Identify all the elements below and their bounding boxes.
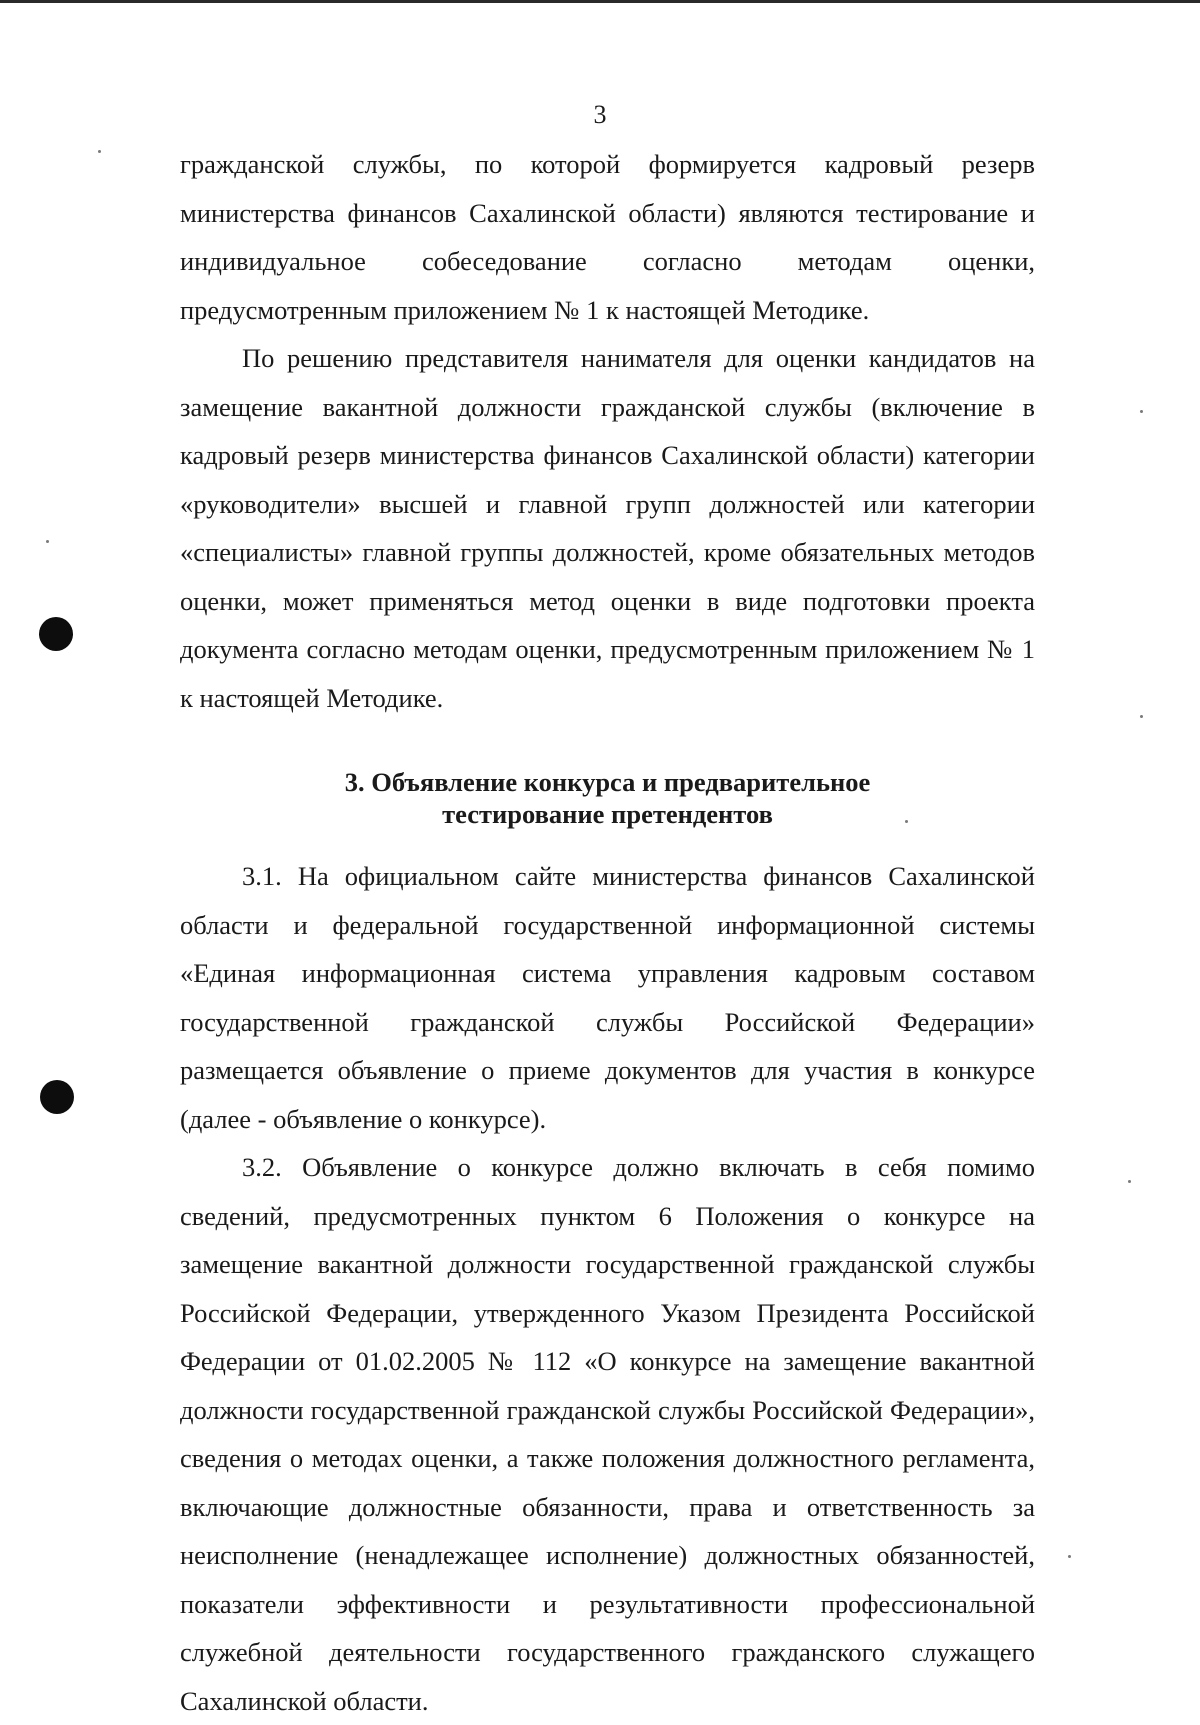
section-heading: [180, 766, 1035, 830]
scan-speck: [98, 150, 101, 153]
punch-hole-mark: [39, 617, 73, 651]
section-heading-line: тестирование претендентов: [442, 799, 773, 829]
paragraph-continuation: гражданской службы, по которой формируется кадровый резерв министерства финансов Сахалинской области) являются тестирование и индивидуальное собеседование согласно методам оценки, предусмотренным приложением № 1 к настоящей Методике.: [180, 149, 1035, 325]
document-body: [180, 140, 1035, 1725]
scan-speck: [46, 540, 49, 543]
scan-speck: [1140, 715, 1143, 718]
page-number: 3: [593, 100, 607, 129]
section-heading-line: 3. Объявление конкурса и предварительное: [344, 767, 871, 797]
punch-hole-mark: [40, 1080, 74, 1114]
paragraph-3-1: 3.1. На официальном сайте министерства финансов Сахалинской области и федеральной государственной информационной системы «Единая информационная система управления кадровым составом государственной гражданской службы Российской Федерации» размещается объявление о приеме документов для участия в конкурсе (далее - объявление о конкурсе).: [180, 861, 1035, 1134]
scan-speck: [1140, 410, 1143, 413]
paragraph-evaluation-decision: По решению представителя нанимателя для оценки кандидатов на замещение вакантной должности гражданской службы (включение в кадровый резерв министерства финансов Сахалинской области) категории «руководители» высшей и главной групп должностей или категории «специалисты» главной группы должностей, кроме обязательных методов оценки, может применяться метод оценки в виде подготовки проекта документа согласно методам оценки, предусмотренным приложением № 1 к настоящей Методике.: [180, 343, 1035, 713]
scan-speck: [1068, 1555, 1071, 1558]
paragraph-3-2: 3.2. Объявление о конкурсе должно включать в себя помимо сведений, предусмотренных пунктом 6 Положения о конкурсе на замещение вакантной должности государственной гражданской службы Российской Федерации, утвержденного Указом Президента Российской Федерации от 01.02.2005 № 112 «О конкурсе на замещение вакантной должности государственной гражданской службы Российской Федерации», сведения о методах оценки, а также положения должностного регламента, включающие должностные обязанности, права и ответственность за неисполнение (ненадлежащее исполнение) должностных обязанностей, показатели эффективности и результативности профессиональной служебной деятельности государственного гражданского служащего Сахалинской области.: [180, 1152, 1035, 1716]
scan-top-edge: [0, 0, 1200, 3]
scan-speck: [1128, 1180, 1131, 1183]
